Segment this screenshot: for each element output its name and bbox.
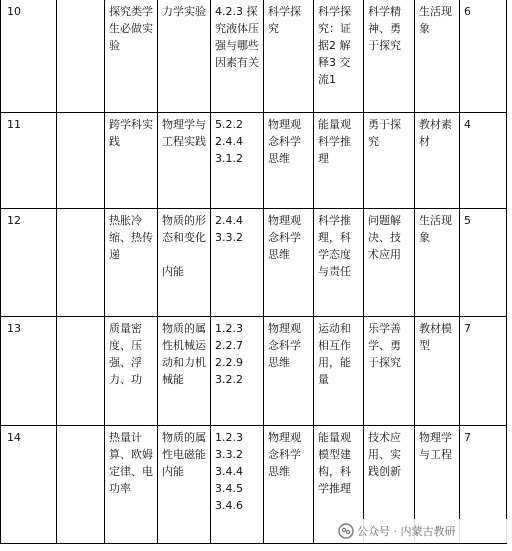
content-cell	[158, 0, 211, 113]
topic-cell: 热胀冷缩、热传递	[105, 209, 158, 317]
content-cell-line: 内能	[162, 265, 184, 278]
standard-code-cell-line: 3.3.2	[215, 231, 243, 244]
context-cell: 物理学与工程	[415, 426, 460, 544]
content-cell-line: 物质的属性电磁能内能	[162, 431, 206, 478]
content-cell-line: 物理学与工程实践	[162, 118, 206, 148]
context-cell: 生活现象	[415, 0, 460, 113]
content-cell-line: 物质的属性机械运动和力机械能	[162, 322, 206, 386]
score-cell: 5	[460, 209, 507, 317]
standard-code-cell	[211, 209, 264, 317]
standard-code-cell-line: 3.4.6	[215, 499, 243, 512]
watermark-text: 公众号 · 内蒙古教研	[357, 525, 456, 538]
content-cell	[158, 209, 211, 317]
quality-cell: 问题解决、技术应用	[364, 209, 415, 317]
content-cell-line	[162, 246, 206, 263]
context-cell: 教材素材	[415, 113, 460, 209]
question-number-cell: 12	[1, 209, 57, 317]
literacy-cell: 科学探究	[264, 0, 314, 113]
ability-cell: 科学探究：证据2 解释3 交流1	[314, 0, 364, 113]
score-cell: 7	[460, 426, 507, 544]
score-cell: 7	[460, 317, 507, 426]
ability-cell: 能量观科学推理	[314, 113, 364, 209]
quality-cell: 技术应用、实践创新	[364, 426, 415, 544]
question-number-cell: 10	[1, 0, 57, 113]
standard-code-cell-line: 4.2.3 探究液体压强与哪些因素有关	[215, 5, 259, 69]
quality-cell: 勇于探究	[364, 113, 415, 209]
context-cell: 生活现象	[415, 209, 460, 317]
topic-cell: 跨学科实践	[105, 113, 158, 209]
standard-code-cell-line: 2.4.4	[215, 135, 243, 148]
wechat-watermark	[338, 519, 512, 543]
topic-cell: 探究类学生必做实验	[105, 0, 158, 113]
literacy-cell: 物理观念科学思维	[264, 426, 314, 544]
standard-code-cell-line: 3.4.5	[215, 482, 243, 495]
table-row	[1, 317, 507, 426]
blank-cell	[57, 209, 105, 317]
topic-cell: 热量计算、欧姆定律、电功率	[105, 426, 158, 544]
table-row	[1, 0, 507, 113]
topic-cell: 质量密度、压强、浮力、功	[105, 317, 158, 426]
table-row	[1, 209, 507, 317]
standard-code-cell	[211, 0, 264, 113]
literacy-cell: 物理观念科学思维	[264, 317, 314, 426]
question-number-cell: 13	[1, 317, 57, 426]
standard-code-cell-line: 3.2.2	[215, 373, 243, 386]
question-number-cell: 11	[1, 113, 57, 209]
standard-code-cell-line: 1.2.3	[215, 322, 243, 335]
blank-cell	[57, 113, 105, 209]
literacy-cell: 物理观念科学思维	[264, 209, 314, 317]
standard-code-cell-line: 2.4.4	[215, 214, 243, 227]
content-cell	[158, 317, 211, 426]
content-cell-line: 物质的形态和变化	[162, 214, 206, 244]
content-cell	[158, 426, 211, 544]
ability-cell: 运动和相互作用，能量	[314, 317, 364, 426]
blank-cell	[57, 317, 105, 426]
context-cell: 教材模型	[415, 317, 460, 426]
standard-code-cell-line: 2.2.7	[215, 339, 243, 352]
standard-code-cell	[211, 113, 264, 209]
wechat-official-account-icon	[338, 523, 354, 539]
literacy-cell: 物理观念科学思维	[264, 113, 314, 209]
quality-cell: 科学精神、勇于探究	[364, 0, 415, 113]
ability-cell: 能量观模型建构，科学推理	[314, 426, 364, 544]
quality-cell: 乐学善学、勇于探究	[364, 317, 415, 426]
blank-cell	[57, 0, 105, 113]
content-cell-line: 力学实验	[162, 5, 206, 18]
standard-code-cell	[211, 426, 264, 544]
score-cell: 6	[460, 0, 507, 113]
standard-code-cell-line: 1.2.3	[215, 431, 243, 444]
standard-code-cell-line: 3.1.2	[215, 152, 243, 165]
question-number-cell: 14	[1, 426, 57, 544]
content-cell	[158, 113, 211, 209]
blank-cell	[57, 426, 105, 544]
ability-cell: 科学推理，科学态度与责任	[314, 209, 364, 317]
score-cell: 4	[460, 113, 507, 209]
standard-code-cell-line: 3.4.4	[215, 465, 243, 478]
standard-code-cell	[211, 317, 264, 426]
standard-code-cell-line: 3.3.2	[215, 448, 243, 461]
standard-code-cell-line: 2.2.9	[215, 356, 243, 369]
table-row	[1, 113, 507, 209]
standard-code-cell-line: 5.2.2	[215, 118, 243, 131]
